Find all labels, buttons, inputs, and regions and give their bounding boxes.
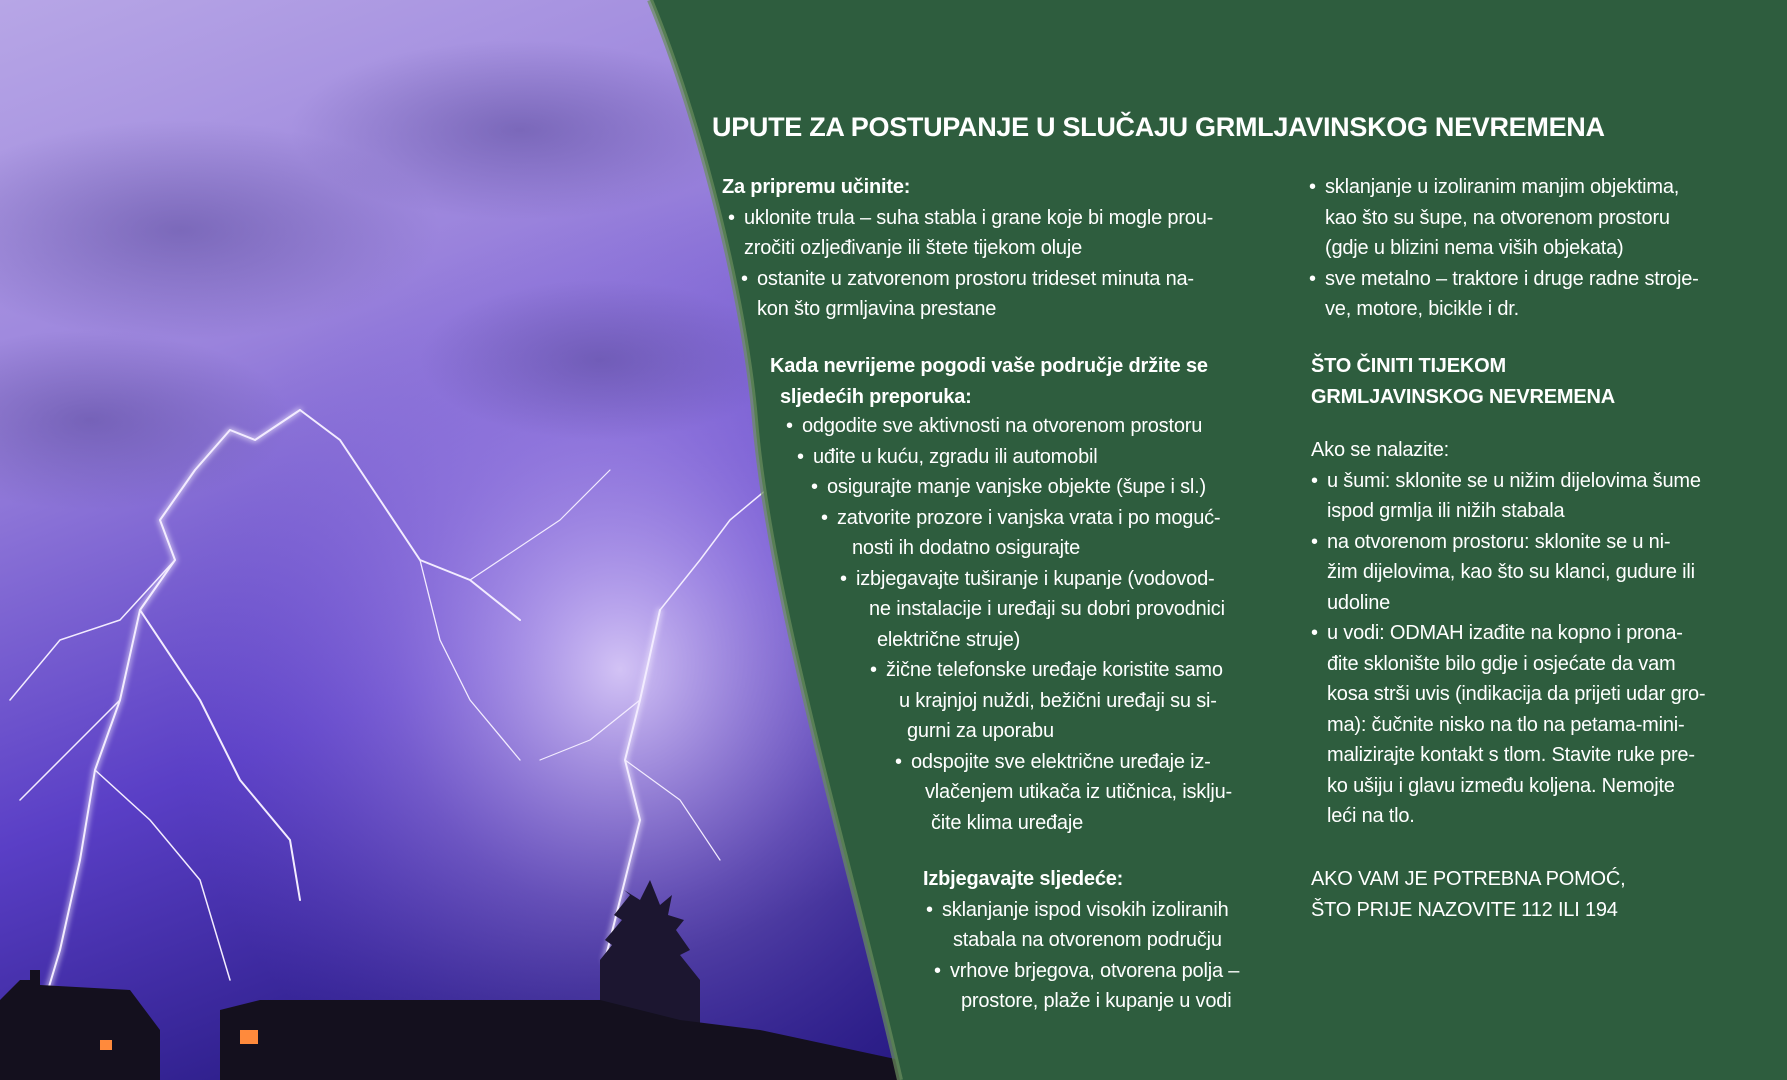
list-item: • sklanjanje ispod visokih izoliranih xyxy=(942,895,1239,926)
list-item: • u vodi: ODMAH izađite na kopno i prona- xyxy=(1327,618,1705,649)
help-line: ŠTO PRIJE NAZOVITE 112 ILI 194 xyxy=(1311,898,1618,921)
help-line: AKO VAM JE POTREBNA POMOĆ, xyxy=(1311,868,1626,890)
right-top-list xyxy=(1325,172,1699,325)
list-item: udoline xyxy=(1327,591,1391,614)
list-item: električne struje) xyxy=(877,628,1021,651)
list-item: • odgodite sve aktivnosti na otvorenom prostoru xyxy=(802,411,1232,442)
list-item: • sklanjanje u izoliranim manjim objektima, xyxy=(1325,172,1699,203)
list-item: • žične telefonske uređaje koristite samo xyxy=(886,655,1232,686)
avoid-section xyxy=(0,864,1239,1017)
list-item: malizirajte kontakt s tlom. Stavite ruke pre- xyxy=(1327,744,1695,766)
list-item: ispod grmlja ili nižih stabala xyxy=(1327,500,1565,522)
prep-heading: Za pripremu učinite: xyxy=(722,176,911,198)
list-item: • odspojite sve električne uređaje iz- xyxy=(911,747,1232,778)
list-item: ko ušiju i glavu između koljena. Nemojte xyxy=(1327,774,1675,797)
list-item: kosa strši uvis (indikacija da prijeti udar gro- xyxy=(1327,683,1706,705)
list-item: zročiti ozljeđivanje ili štete tijekom oluje xyxy=(744,237,1083,259)
list-item: vlačenjem utikača iz utičnica, isklju- xyxy=(925,781,1232,803)
list-item: • zatvorite prozore i vanjska vrata i po moguć- xyxy=(837,503,1232,534)
if-intro: Ako se nalazite: xyxy=(1311,439,1449,461)
list-item: ne instalacije i uređaji su dobri provodnici xyxy=(869,598,1225,620)
list-item: ma): čučnite nisko na tlo na petama-mini- xyxy=(1327,713,1685,736)
what-section xyxy=(1311,351,1615,412)
list-item: u krajnjoj nuždi, bežični uređaji su si- xyxy=(899,689,1217,712)
during-section xyxy=(770,351,1208,412)
during-heading: Kada nevrijeme pogodi vaše područje držite se xyxy=(770,355,1208,377)
list-item: • uđite u kuću, zgradu ili automobil xyxy=(813,442,1232,473)
list-item: (gdje u blizini nema viših objekata) xyxy=(1325,237,1624,259)
list-item: • u šumi: sklonite se u nižim dijelovima šume xyxy=(1327,466,1705,497)
page-title: UPUTE ZA POSTUPANJE U SLUČAJU GRMLJAVINSKOG NEVREMENA xyxy=(712,112,1605,142)
during-heading: sljedećih preporuka: xyxy=(780,385,972,408)
what-heading: ŠTO ČINITI TIJEKOM xyxy=(1311,355,1506,377)
list-item: • sve metalno – traktore i druge radne stroje- xyxy=(1325,264,1699,295)
avoid-heading: Izbjegavajte sljedeće: xyxy=(923,868,1124,890)
list-item: • ostanite u zatvorenom prostoru trideset minuta na- xyxy=(757,264,1213,295)
list-item: kon što grmljavina prestane xyxy=(757,298,997,320)
list-item: • na otvorenom prostoru: sklonite se u ni- xyxy=(1327,527,1705,558)
if-section xyxy=(1311,435,1705,832)
list-item: • uklonite trula – suha stabla i grane koje bi mogle prou- xyxy=(744,203,1213,234)
during-list xyxy=(0,411,1232,838)
list-item: nosti ih dodatno osigurajte xyxy=(852,537,1081,559)
list-item: gurni za uporabu xyxy=(907,720,1054,742)
list-item: prostore, plaže i kupanje u vodi xyxy=(961,990,1232,1012)
list-item: ve, motore, bicikle i dr. xyxy=(1325,298,1519,320)
list-item: đite sklonište bilo gdje i osjećate da vam xyxy=(1327,652,1676,675)
help-section xyxy=(1311,864,1626,925)
list-item: čite klima uređaje xyxy=(931,811,1084,834)
list-item: • izbjegavajte tuširanje i kupanje (vodovod- xyxy=(856,564,1232,595)
list-item: žim dijelovima, kao što su klanci, gudure ili xyxy=(1327,561,1695,583)
list-item: stabala na otvorenom području xyxy=(953,929,1222,951)
list-item: leći na tlo. xyxy=(1327,805,1415,827)
list-item: • vrhove brjegova, otvorena polja – xyxy=(950,956,1239,987)
what-heading: GRMLJAVINSKOG NEVREMENA xyxy=(1311,385,1615,408)
list-item: kao što su šupe, na otvorenom prostoru xyxy=(1325,206,1670,229)
prep-section xyxy=(722,172,1213,325)
list-item: • osigurajte manje vanjske objekte (šupe i sl.) xyxy=(827,472,1232,503)
